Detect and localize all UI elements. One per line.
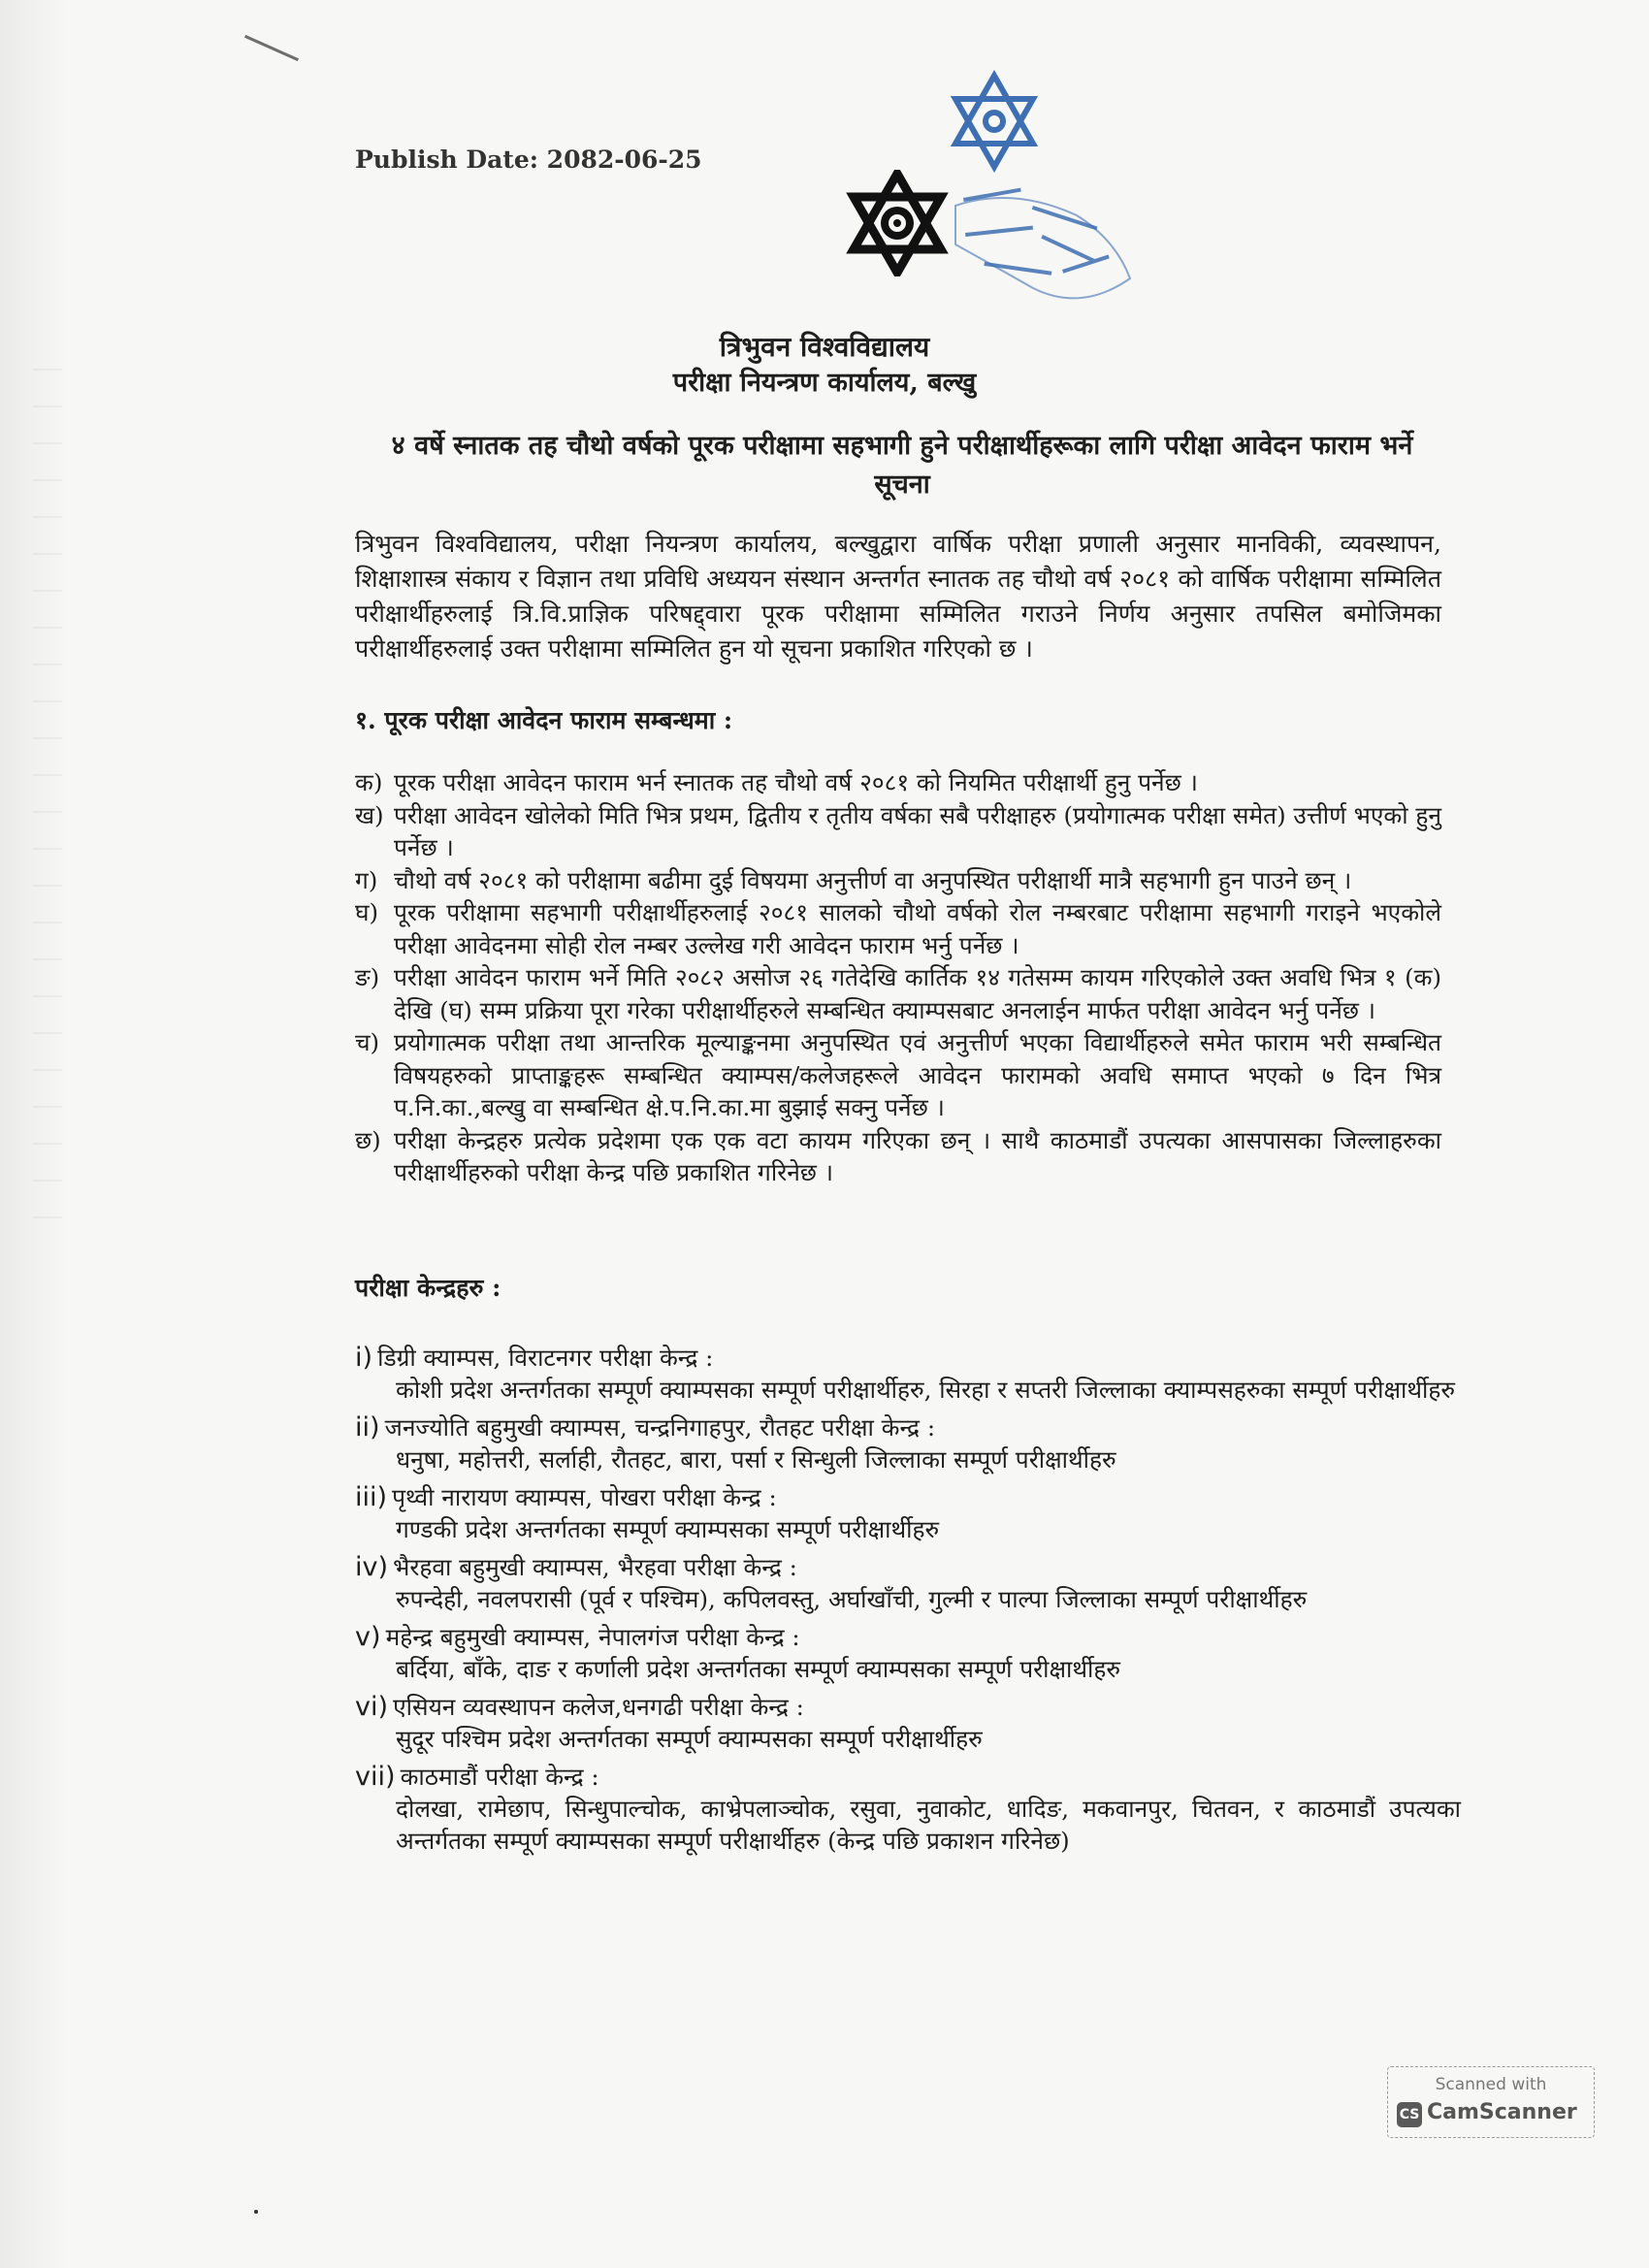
clause-text: प्रयोगात्मक परीक्षा तथा आन्तरिक मूल्याङ्कनमा अनुपस्थित एवं अनुत्तीर्ण भएका विद्यार्थीहरुले समेत फाराम भरी सम्बन्धित विषयहरुको प्राप्ताङ्कहरू सम्बन्धित क्याम्पस/कलेजहरूले आवेदन फारामको अवधि समाप्त भएको ७ दिन भित्र प.नि.का.,बल्खु वा सम्बन्धित क्षे.प.नि.का.मा बुझाई सक्नु पर्नेछ । [394,1028,1441,1121]
clause-marker: ग) [355,865,378,894]
clause-item [355,864,1441,897]
clause-item [355,766,1441,799]
exam-center-item [355,1621,1461,1685]
center-name: भैरहवा बहुमुखी क्याम्पस, भैरहवा परीक्षा केन्द्र : [393,1553,797,1581]
center-name: डिग्री क्याम्पस, विराटनगर परीक्षा केन्द्र : [377,1344,714,1372]
scan-dot [254,2210,258,2214]
center-description: बर्दिया, बाँके, दाङ र कर्णाली प्रदेश अन्तर्गतका सम्पूर्ण क्याम्पसका सम्पूर्ण परीक्षार्थीहरु [396,1655,1121,1683]
clause-text: परीक्षा केन्द्रहरु प्रत्येक प्रदेशमा एक एक वटा कायम गरिएका छन् । साथै काठमाडौं उपत्यका आसपासका जिल्लाहरुका परीक्षार्थीहरुको परीक्षा केन्द्र पछि प्रकाशित गरिनेछ । [394,1125,1441,1186]
university-name: त्रिभुवन विश्वविद्यालय [719,331,930,363]
notice-title: ४ वर्षे स्नातक तह चौथो वर्षको पूरक परीक्षामा सहभागी हुने परीक्षार्थीहरूका लागि परीक्षा आवेदन फाराम भर्ने सूचना [391,431,1413,500]
clause-text: चौथो वर्ष २०८१ को परीक्षामा बढीमा दुई विषयमा अनुत्तीर्ण वा अनुपस्थित परीक्षार्थी मात्रै सहभागी हुन पाउने छन् । [394,865,1352,894]
exam-center-item [355,1342,1461,1406]
clause-item [355,961,1441,1026]
clause-marker: छ) [355,1125,381,1154]
center-number: vi) [355,1692,389,1722]
section-heading: १. पूरक परीक्षा आवेदन फाराम सम्बन्धमा : [355,706,733,734]
watermark-caption: Scanned with [1435,2075,1547,2094]
clause-text: परीक्षा आवेदन फाराम भर्ने मिति २०८२ असोज २६ गतेदेखि कार्तिक १४ गतेसम्म कायम गरिएकोले उक्त अवधि भित्र १ (क) देखि (घ) सम्म प्रक्रिया पूरा गरेका परीक्षार्थीहरुले सम्बन्धित क्याम्पसबाट अनलाईन मार्फत परीक्षा आवेदन भर्नु पर्नेछ । [394,963,1441,1024]
center-description: गण्डकी प्रदेश अन्तर्गतका सम्पूर्ण क्याम्पसका सम्पूर्ण परीक्षार्थीहरु [396,1515,940,1543]
clause-marker: ख) [355,800,384,829]
camscanner-watermark [1387,2066,1595,2138]
center-name: जनज्योति बहुमुखी क्याम्पस, चन्द्रनिगाहपुर, रौतहट परीक्षा केन्द्र : [384,1413,936,1442]
clause-marker: क) [355,768,383,796]
office-name: परीक्षा नियन्त्रण कार्यालय, बल्खु [672,368,977,398]
clause-marker: च) [355,1028,380,1056]
publish-date: Publish Date: 2082-06-25 [355,146,702,174]
clause-item [355,799,1441,864]
camscanner-logo-icon: CS [1397,2102,1422,2127]
center-number: vii) [355,1762,396,1792]
center-number: v) [355,1622,381,1652]
exam-center-item [355,1691,1461,1755]
exam-center-item [355,1411,1461,1475]
clause-text: पूरक परीक्षा आवेदन फाराम भर्न स्नातक तह चौथो वर्ष २०८१ को नियमित परीक्षार्थी हुनु पर्नेछ । [394,768,1198,796]
exam-center-item [355,1761,1461,1857]
center-description: दोलखा, रामेछाप, सिन्धुपाल्चोक, काभ्रेपलाञ्चोक, रसुवा, नुवाकोट, धादिङ, मकवानपुर, चितवन, र काठमाडौं उपत्यका अन्तर्गतका सम्पूर्ण क्याम्पसका सम्पूर्ण परीक्षार्थीहरु (केन्द्र पछि प्रकाशन गरिनेछ) [396,1795,1461,1855]
tu-emblem-logo [844,170,951,276]
exam-center-item [355,1551,1461,1615]
clause-marker: ङ) [355,963,380,991]
clause-text: पूरक परीक्षामा सहभागी परीक्षार्थीहरुलाई २०८१ सालको चौथो वर्षको रोल नम्बरबाट परीक्षामा सहभागी गराइने भएकोले परीक्षा आवेदनमा सोही रोल नम्बर उल्लेख गरी आवेदन फाराम भर्नु पर्नेछ । [394,898,1441,959]
clause-text: परीक्षा आवेदन खोलेको मिति भित्र प्रथम, द्वितीय र तृतीय वर्षका सबै परीक्षाहरु (प्रयोगात्मक परीक्षा समेत) उत्तीर्ण भएको हुनु पर्नेछ । [394,800,1441,861]
clause-marker: घ) [355,898,379,926]
clause-list [355,766,1441,1189]
office-stamp [946,70,1159,332]
center-name: महेन्द्र बहुमुखी क्याम्पस, नेपालगंज परीक्षा केन्द्र : [385,1623,800,1651]
center-name: काठमाडौं परीक्षा केन्द्र : [400,1763,599,1791]
center-description: धनुषा, महोत्तरी, सर्लाही, रौतहट, बारा, पर्सा र सिन्धुली जिल्लाका सम्पूर्ण परीक्षार्थीहरु [396,1445,1116,1474]
center-description: सुदूर पश्चिम प्रदेश अन्तर्गतका सम्पूर्ण क्याम्पसका सम्पूर्ण परीक्षार्थीहरु [396,1725,983,1753]
center-number: i) [355,1343,373,1373]
intro-paragraph: त्रिभुवन विश्वविद्यालय, परीक्षा नियन्त्रण कार्यालय, बल्खुद्वारा वार्षिक परीक्षा प्रणाली अनुसार मानविकी, व्यवस्थापन, शिक्षाशास्त्र संकाय र विज्ञान तथा प्रविधि अध्ययन संस्थान अन्तर्गत स्नातक तह चौथो वर्ष २०८१ को वार्षिक परीक्षामा सम्मिलित परीक्षार्थीहरुलाई त्रि.वि.प्राज्ञिक परिषद्द्वारा पूरक परीक्षामा सम्मिलित गराउने निर्णय अनुसार तपसिल बमोजिमका परीक्षार्थीहरुलाई उक्त परीक्षामा सम्मिलित हुन यो सूचना प्रकाशित गरिएको छ । [355,530,1441,663]
watermark-brand: CamScanner [1427,2100,1577,2124]
center-description: रुपन्देही, नवलपरासी (पूर्व र पश्चिम), कपिलवस्तु, अर्घाखाँची, गुल्मी र पाल्पा जिल्लाका सम्पूर्ण परीक्षार्थीहरु [396,1585,1308,1613]
exam-center-item [355,1481,1461,1545]
clause-item [355,1026,1441,1124]
centers-heading: परीक्षा केन्द्रहरु : [355,1274,501,1302]
pen-mark [244,35,299,61]
clause-item [355,896,1441,961]
scan-specks [33,369,62,1242]
center-number: iv) [355,1552,389,1582]
center-number: ii) [355,1412,380,1442]
exam-center-list [355,1342,1461,1863]
center-name: एसियन व्यवस्थापन कलेज,धनगढी परीक्षा केन्द्र : [393,1693,804,1721]
center-name: पृथ्वी नारायण क्याम्पस, पोखरा परीक्षा केन्द्र : [392,1483,777,1511]
clause-item [355,1124,1441,1189]
center-description: कोशी प्रदेश अन्तर्गतका सम्पूर्ण क्याम्पसका सम्पूर्ण परीक्षार्थीहरु, सिरहा र सप्तरी जिल्लाका क्याम्पसहरुका सम्पूर्ण परीक्षार्थीहरु [396,1376,1456,1404]
center-number: iii) [355,1482,388,1512]
